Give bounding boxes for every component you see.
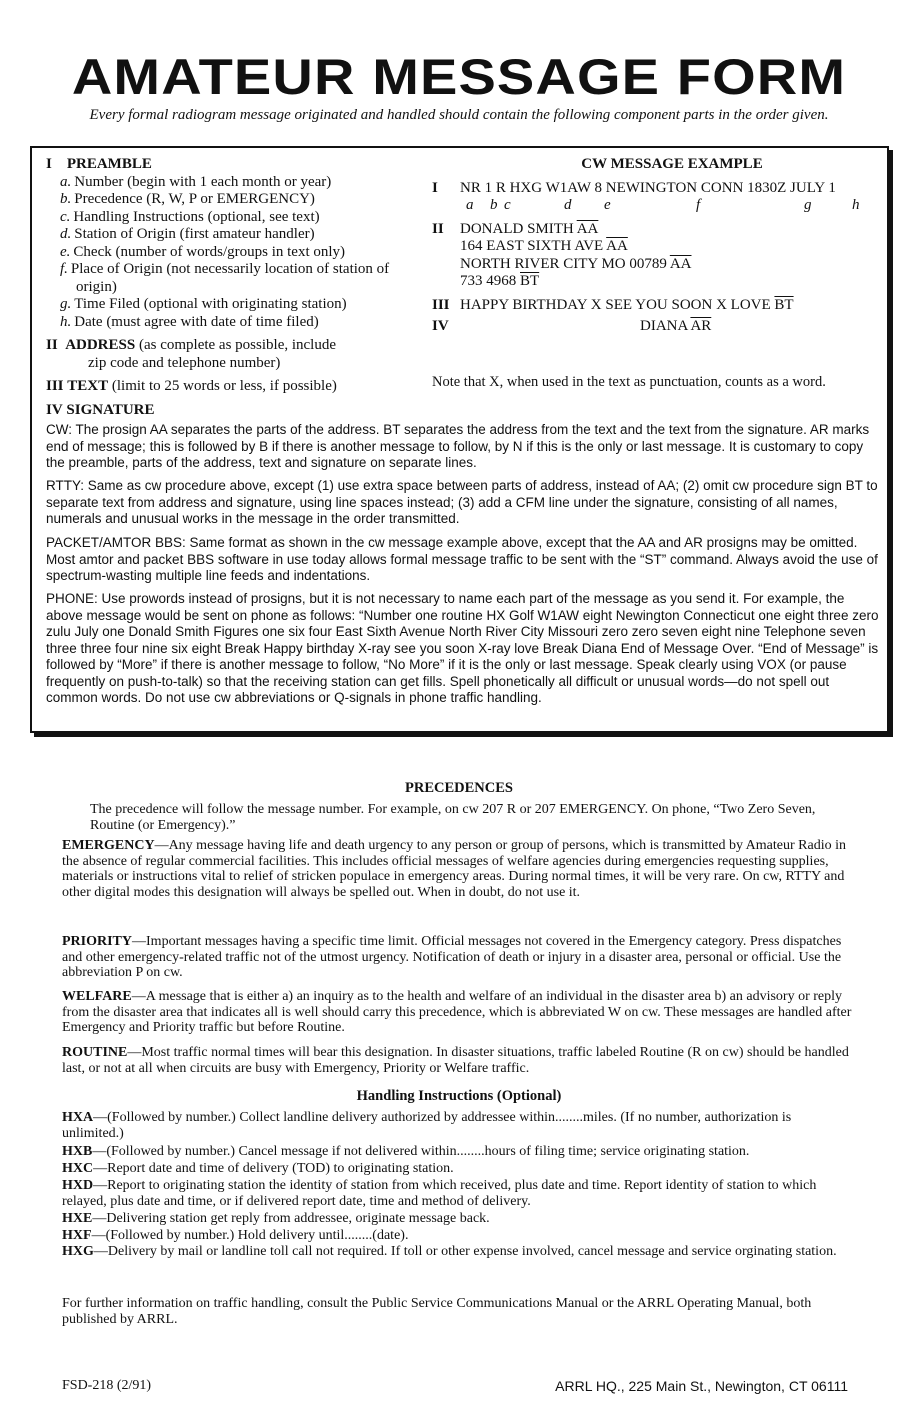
preamble-item: origin) [76, 278, 117, 295]
message-parts-box [30, 146, 889, 733]
hx-item: HXE—Delivering station get reply from addressee, originate message back. [62, 1211, 490, 1226]
cw-line-signature: IV DIANA $\overline{AR}$ [432, 318, 712, 334]
priority-paragraph: PRIORITY—Important messages having a specific time limit. Official messages not covered in the Emergency category. Press dispatches and other emergency-related traffic not of the utmost urgency. Notification of death or injury in a disaster area, personal or official. Use the abbreviation P on cw. [62, 934, 842, 980]
form-subtitle: Every formal radiogram message originated and handled should contain the following component parts in the order given. [89, 107, 829, 123]
address-line: 164 EAST SIXTH AVE $\overline{AA}$ [460, 238, 628, 254]
cw-message-example [432, 156, 892, 336]
cw-line-address: II DONALD SMITH $\overline{AA}$ 164 EAST SIXTH AVE $\overline{AA}$ NORTH RIVER CITY MO 00789 $\overline{AA}$ 733 4968 $\overline{BT}$ [432, 221, 892, 291]
preamble-item: a. Number (begin with 1 each month or year) [60, 173, 332, 190]
cw-preamble-letters: a b c d e f g h [466, 197, 860, 213]
form-id: FSD-218 (2/91) [62, 1378, 152, 1393]
address-part: II ADDRESS (as complete as possible, include [46, 337, 336, 353]
preamble-heading [46, 156, 436, 174]
address-part-cont: zip code and telephone number) [88, 354, 281, 371]
cw-line-preamble: I NR 1 R HXG W1AW 8 NEWINGTON CONN 1830Z JULY 1 [432, 179, 836, 196]
hx-item: HXF—(Followed by number.) Hold delivery until........(date). [62, 1228, 409, 1243]
address-line: DONALD SMITH $\overline{AA}$ [460, 220, 599, 237]
hx-item: HXB—(Followed by number.) Cancel message if not delivered within........hours of filing time; service originating station. [62, 1144, 750, 1159]
welfare-paragraph: WELFARE—A message that is either a) an inquiry as to the health and welfare of an individual in the disaster area b) an advisory or reply from the disaster area that indicates all is well should carry this precedence, which is abbreviated W on cw. These messages are handled after Emergency and Priority traffic but before Routine. [62, 989, 852, 1035]
packet-procedure-paragraph: PACKET/AMTOR BBS: Same format as shown in the cw message example above, except that the AA and AR prosigns may be omitted. Most amtor and packet BBS software in use today allows formal message traffic to be sent with the “ST” command. Always avoid the use of spectrum-wasting multiple line feeds and indentations. [46, 535, 878, 583]
hx-item: HXD—Report to originating station the identity of station from which received, plus date and time. Report identity of station to which relayed, plus date and time, or if delivered report date, time and method of delivery. [62, 1178, 817, 1209]
preamble-item: f. Place of Origin (not necessarily location of station of [60, 261, 390, 277]
hx-item: HXA—(Followed by number.) Collect landline delivery authorized by addressee within........miles. (If no number, authorization is unlimited.) [62, 1110, 792, 1141]
preamble-roman: I [46, 156, 52, 172]
cw-procedure-paragraph: CW: The prosign AA separates the parts of the address. BT separates the address from the text and the text from the signature. AR marks end of message; this is followed by B if there is another message to follow, by N if this is the only or last message. It is customary to copy the preamble, parts of the address, text and signature on separate lines. [46, 422, 870, 470]
text-part: III TEXT (limit to 25 words or less, if possible) [46, 378, 337, 394]
address-line: 733 4968 $\overline{BT}$ [460, 273, 540, 289]
cw-example-title: CW MESSAGE EXAMPLE [581, 156, 763, 172]
hx-item: HXC—Report date and time of delivery (TOD) to originating station. [62, 1161, 454, 1176]
preamble-item: e. Check (number of words/groups in text only) [60, 243, 346, 260]
form-title: AMATEUR MESSAGE FORM [71, 49, 847, 105]
preamble-label: PREAMBLE [66, 156, 152, 172]
component-parts-list [46, 156, 436, 419]
preamble-item: d. Station of Origin (first amateur handler) [60, 226, 315, 242]
preamble-item: h. Date (must agree with date of time filed) [60, 313, 319, 330]
phone-procedure-paragraph: PHONE: Use prowords instead of prosigns, but it is not necessary to name each part of the message as you send it. For example, the above message would be sent on phone as follows: “Number one routine HX Golf W1AW eight Newington Connecticut one eight three zero zulu July one Donald Smith Figures one six four East Sixth Avenue North River City Missouri zero zero seven eight nine Telephone seven three three four nine six eight Break Happy birthday X-ray see you soon X-ray love Break Diana End of Message Over. “End of Message” is followed by “More” if there is another message to follow, “No More” if it is the only or last message. Speak clearly using VOX (or pause frequently on push-to-talk) so that the receiving station can get fills. Spell phonetically all difficult or unusual words—do not spell out common words. Do not use cw abbreviations or Q-signals in phone traffic handling. [46, 591, 879, 705]
rtty-procedure-paragraph: RTTY: Same as cw procedure above, except (1) use extra space between parts of address, instead of AA; (2) omit cw procedure sign BT to separate text from address and signature, using line spaces instead; (3) add a CFM line under the signature, consisting of all names, numerals and unusual works in the message in the order transmitted. [46, 478, 878, 526]
hx-item: HXG—Delivery by mail or landline toll call not required. If toll or other expense involved, cancel message and service orginating station. [62, 1244, 837, 1259]
publisher-address: ARRL HQ., 225 Main St., Newington, CT 06111 [555, 1378, 848, 1394]
preamble-item: b. Precedence (R, W, P or EMERGENCY) [60, 191, 315, 207]
signature-part: IV SIGNATURE [46, 401, 155, 418]
precedences-title: PRECEDENCES [405, 780, 513, 796]
cw-line-text: III HAPPY BIRTHDAY X SEE YOU SOON X LOVE $\overline{BT}$ [432, 296, 794, 313]
address-line: NORTH RIVER CITY MO 00789 $\overline{AA}$ [460, 255, 692, 272]
preamble-item: g. Time Filed (optional with originating station) [60, 296, 347, 312]
routine-paragraph: ROUTINE—Most traffic normal times will bear this designation. In disaster situations, traffic labeled Routine (R on cw) should be handled last, or not at all when circuits are busy with Emergency, Priority or Welfare traffic. [62, 1045, 849, 1076]
punctuation-note: Note that X, when used in the text as punctuation, counts as a word. [432, 374, 826, 390]
preamble-item: c. Handling Instructions (optional, see text) [60, 208, 320, 225]
precedence-intro: The precedence will follow the message number. For example, on cw 207 R or 207 EMERGENCY. On phone, “Two Zero Seven, Routine (or Emergency).” [90, 802, 816, 833]
handling-title: Handling Instructions (Optional) [356, 1088, 562, 1104]
further-info: For further information on traffic handling, consult the Public Service Communications Manual or the ARRL Operating Manual, both published by ARRL. [62, 1296, 812, 1327]
emergency-paragraph: EMERGENCY—Any message having life and death urgency to any person or group of persons, which is transmitted by Amateur Radio in the absence of regular commercial facilities. This includes official messages of welfare agencies during emergencies requesting supplies, materials or instructions vital to relief of stricken populace in emergency areas. During normal times, it will be very rare. On cw, RTTY and other digital modes this designation will always be spelled out. When in doubt, do not use it. [62, 838, 846, 900]
